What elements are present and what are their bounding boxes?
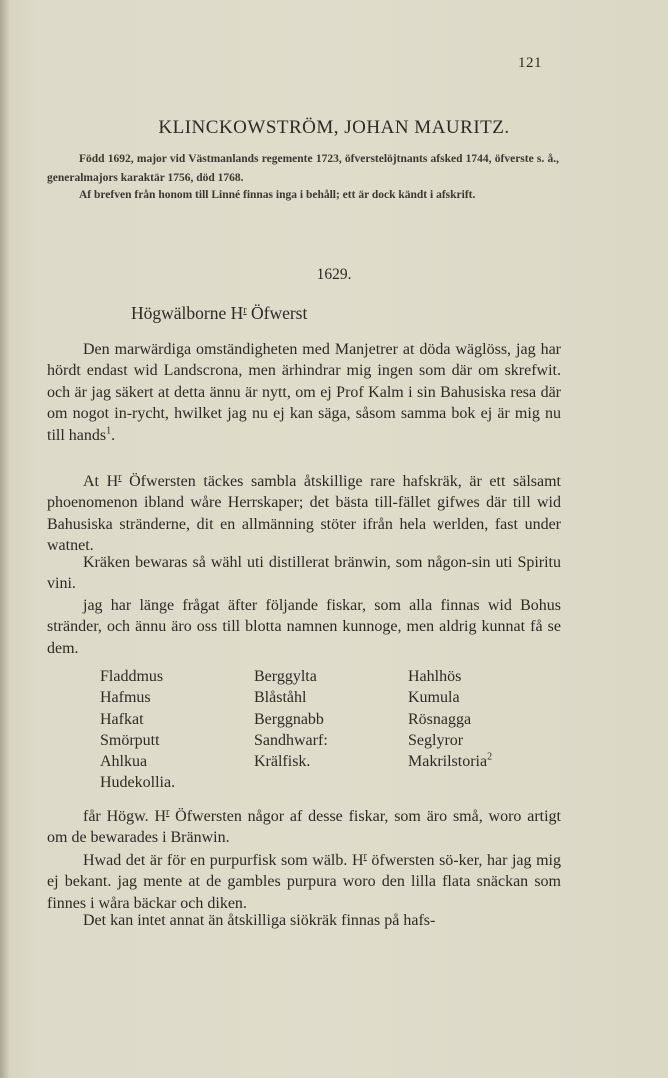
letter-number: 1629. bbox=[316, 266, 352, 283]
fish-item: Smörputt bbox=[100, 731, 160, 749]
p7-text: Det kan intet annat än åtskilliga siökräk finnas på hafs- bbox=[83, 912, 436, 929]
fish-item: Hahlhös bbox=[408, 668, 462, 685]
p1-end: . bbox=[111, 426, 116, 444]
p2-sup: r bbox=[118, 472, 122, 483]
fish-column-3 bbox=[408, 666, 492, 772]
fish-item: Berggylta bbox=[254, 668, 317, 685]
fish-column-1 bbox=[100, 666, 175, 794]
fish-item: Krälfisk. bbox=[254, 753, 311, 771]
letter-paragraph-7 bbox=[47, 910, 561, 931]
fish-item: Ahlkua bbox=[100, 753, 148, 771]
fish-item: Fladdmus bbox=[100, 668, 164, 685]
biography-paragraph-1 bbox=[47, 150, 559, 188]
fish-item: Kumula bbox=[408, 689, 460, 707]
salutation bbox=[131, 303, 307, 324]
fish-item: Hafmus bbox=[100, 689, 151, 707]
p1-text: Den marwärdiga omständigheten med Manjetrer at döda wäglöss, jag har hördt endast wid Landscrona, men ärhindrar mig ingen som där om skrefwit. och är jag säkert at detta ännu är nytt, om ej Prof Kalm i sin Bahusiska resa där om nogot in-rycht, hwilket jag nu ej kan säga, såsom samma bok ej är mig nu till hands bbox=[47, 341, 561, 444]
p5-sup: r bbox=[166, 807, 170, 818]
fish-item: Hudekollia. bbox=[100, 774, 176, 792]
p5-text-b: Öfwersten någor af desse fiskar, som äro små, woro artigt om de bewarades i Bränwin. bbox=[47, 808, 561, 847]
p3-text: Kräken bewaras så wähl uti distillerat bränwin, som någon-sin uti Spiritu vini. bbox=[47, 554, 561, 593]
chapter-heading: KLINCKOWSTRÖM, JOHAN MAURITZ. bbox=[158, 117, 510, 138]
page-number: 121 bbox=[518, 55, 542, 71]
letter-paragraph-1 bbox=[47, 339, 561, 446]
salutation-sup: r bbox=[243, 305, 247, 316]
fish-column-2 bbox=[254, 666, 328, 772]
letter-paragraph-2 bbox=[47, 467, 561, 557]
p6-text-a: Hwad det är för en purpurfisk som wälb. H bbox=[83, 852, 364, 869]
letter-paragraph-5 bbox=[47, 802, 561, 849]
salutation-before: Högwälborne H bbox=[131, 303, 244, 323]
footnote-ref-1: 1 bbox=[106, 425, 112, 437]
p6-sup: r bbox=[363, 851, 367, 862]
footnote-ref-2: 2 bbox=[487, 751, 493, 763]
fish-item: Seglyror bbox=[408, 731, 464, 749]
letter-paragraph-3 bbox=[47, 552, 561, 595]
spine-shadow bbox=[0, 0, 10, 1078]
letter-paragraph-6 bbox=[47, 846, 561, 914]
fish-item-last bbox=[408, 751, 492, 772]
fish-item: Berggnabb bbox=[254, 710, 324, 728]
biography-text-2: Af brefven från honom till Linné finnas inga i behåll; ett är dock kändt i afskrift. bbox=[79, 189, 476, 201]
fish-item-text: Makrilstoria bbox=[408, 753, 488, 771]
fish-item: Sandhwarf: bbox=[254, 731, 328, 749]
fish-item: Blåståhl bbox=[254, 689, 307, 707]
biography-paragraph-2 bbox=[47, 186, 559, 205]
fish-item: Rösnagga bbox=[408, 710, 472, 728]
p2-text-b: Öfwersten täckes sambla åtskillige rare hafskräk, är ett sälsamt phoenomenon ibland wåre Herrskaper; det bästa till-fället gifwes där till wid Bahusiska stränderne, dit en allmänning stöter ifrån hela werlden, fast under watnet. bbox=[47, 473, 561, 555]
p5-text-a: får Högw. H bbox=[83, 808, 167, 825]
salutation-after: Öfwerst bbox=[246, 303, 308, 323]
biography-text-1: Född 1692, major vid Västmanlands regemente 1723, öfverstelöjtnants afsked 1744, öfverste s. å., generalmajors karaktär 1756, död 1768. bbox=[47, 153, 559, 184]
letter-paragraph-4 bbox=[47, 595, 561, 659]
p6-text-b: öfwersten sö-ker, har jag mig ej bekant. jag mente at de gambles purpura woro den lilla flata snäckan som finnes i wåra bäckar och diken. bbox=[47, 852, 561, 912]
p2-text-a: At H bbox=[83, 473, 119, 490]
fish-item: Hafkat bbox=[100, 710, 144, 728]
p4-text: jag har länge frågat äfter följande fiskar, som alla finnas wid Bohus stränder, och ännu äro oss till blotta namnen kunnoge, men aldrig kunnat få se dem. bbox=[47, 597, 561, 657]
